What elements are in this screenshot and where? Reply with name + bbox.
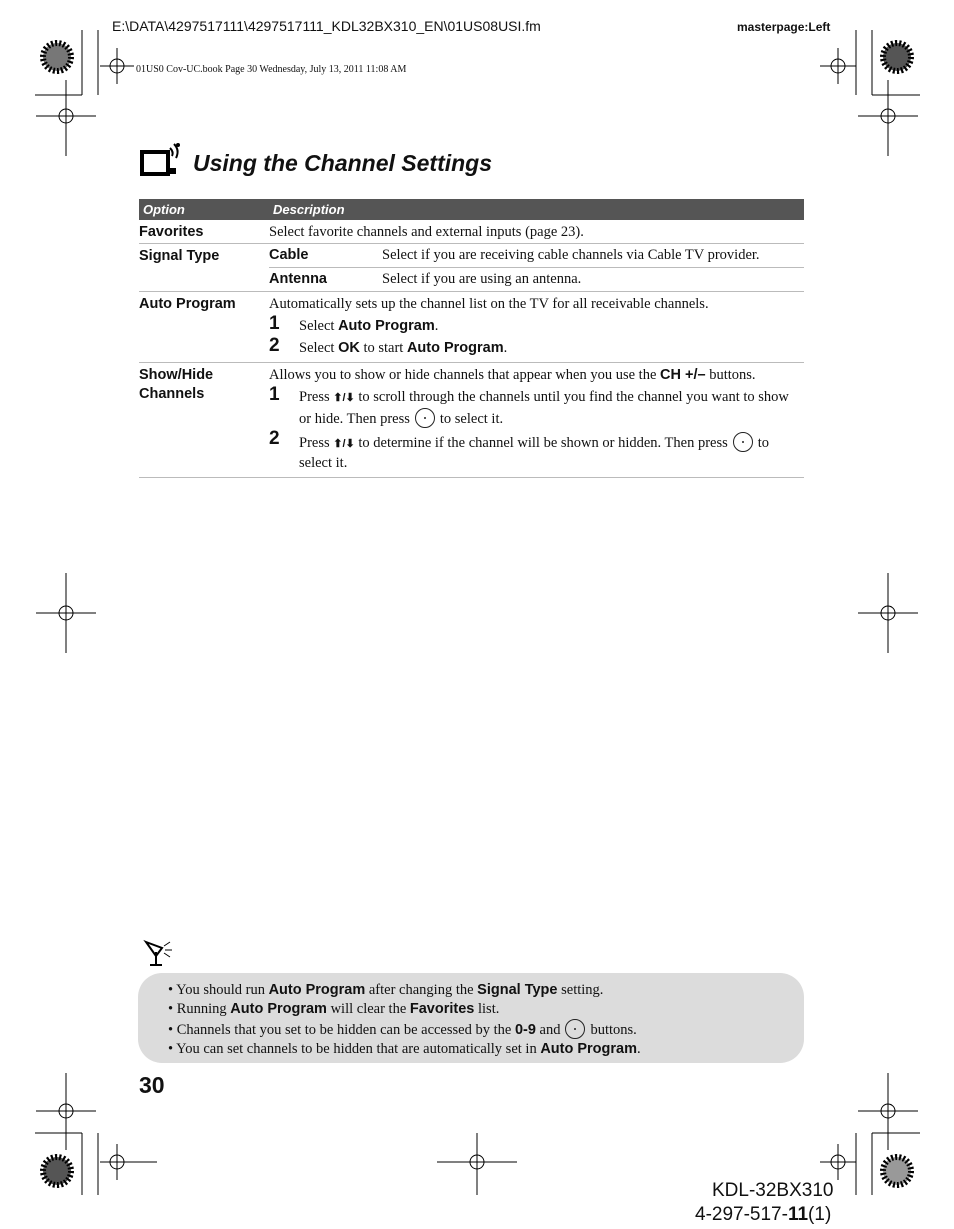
- page-number: 30: [139, 1072, 165, 1098]
- table-header: [139, 199, 804, 220]
- table-row-show-hide: [139, 363, 804, 478]
- notes-box: [138, 973, 804, 1063]
- subrow-cable: [269, 244, 804, 267]
- note-4: • You can set channels to be hidden that are automatically set in Auto Program.: [168, 1040, 804, 1059]
- desc-show-hide: Allows you to show or hide channels that appear when you use the CH +/– buttons.: [269, 367, 756, 383]
- part-number: 4-297-517-11(1): [695, 1204, 832, 1225]
- header-option: Option: [143, 202, 185, 217]
- enter-button-icon: [565, 1019, 585, 1039]
- option-auto-program: Auto Program: [139, 296, 236, 312]
- table-row-signal-type: [139, 244, 804, 292]
- step-1: 1 Press ⬆/⬇ to scroll through the channels until you find the channel you want to show or hide. Then press to select it.: [269, 384, 789, 427]
- enter-button-icon: [733, 432, 753, 452]
- note-3: • Channels that you set to be hidden can be accessed by the 0-9 and buttons.: [168, 1019, 804, 1040]
- desc-favorites: Select favorite channels and external inputs (page 23).: [269, 224, 584, 240]
- tv-channel-icon: [140, 140, 186, 178]
- desc-auto-program: Automatically sets up the channel list on the TV for all receivable channels.: [269, 296, 709, 312]
- file-path: E:\DATA\4297517111\4297517111_KDL32BX310_EN\01US08USI.fm: [112, 18, 541, 34]
- label-cable: Cable: [269, 247, 309, 263]
- channel-settings-table: [139, 199, 804, 478]
- model-number: KDL-32BX310: [712, 1180, 834, 1201]
- step-2: 2 Press ⬆/⬇ to determine if the channel will be shown or hidden. Then press to select it.: [269, 428, 770, 471]
- option-signal-type: Signal Type: [139, 248, 220, 264]
- note-1: • You should run Auto Program after changing the Signal Type setting.: [168, 981, 804, 1000]
- note-2: • Running Auto Program will clear the Favorites list.: [168, 1000, 804, 1019]
- step-1: 1 Select Auto Program.: [269, 313, 439, 334]
- subrow-antenna: [269, 267, 804, 291]
- page-title: Using the Channel Settings: [193, 150, 493, 176]
- desc-antenna: Select if you are using an antenna.: [382, 271, 582, 287]
- enter-button-icon: [415, 408, 435, 428]
- header-description: Description: [273, 202, 345, 217]
- option-favorites: Favorites: [139, 224, 204, 240]
- masterpage-label: masterpage:Left: [737, 20, 831, 34]
- book-info: 01US0 Cov-UC.book Page 30 Wednesday, July 13, 2011 11:08 AM: [136, 64, 407, 75]
- tip-lamp-icon: [142, 938, 174, 968]
- label-antenna: Antenna: [269, 271, 327, 287]
- step-2: 2 Select OK to start Auto Program.: [269, 335, 508, 356]
- option-show-hide: Show/Hide Channels: [139, 367, 214, 402]
- table-row-auto-program: [139, 292, 804, 363]
- table-row-favorites: [139, 220, 804, 244]
- desc-cable: Select if you are receiving cable channels via Cable TV provider.: [382, 247, 760, 263]
